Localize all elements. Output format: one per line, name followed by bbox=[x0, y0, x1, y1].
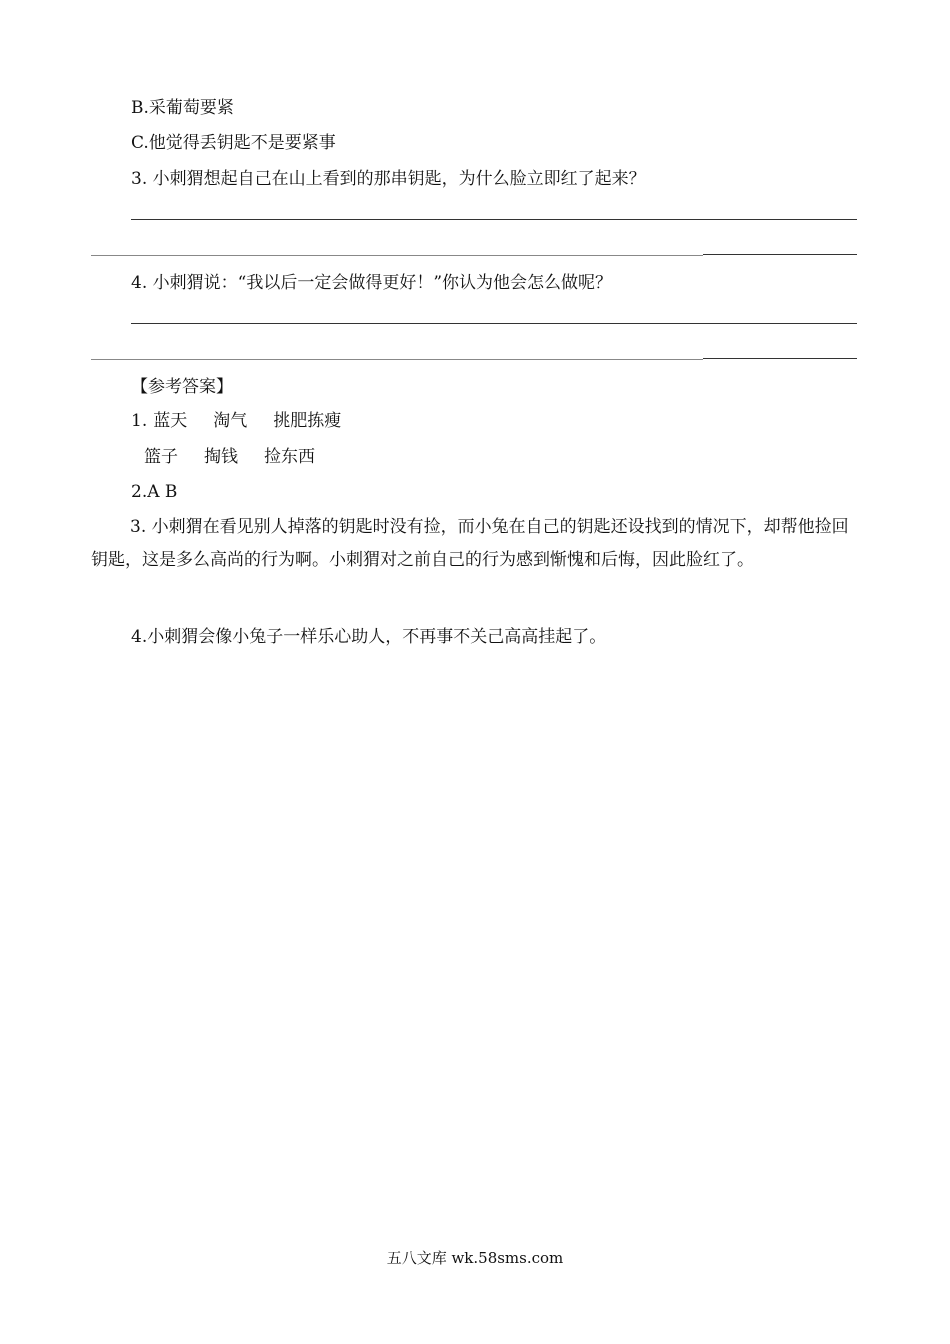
word: 掏钱 bbox=[204, 447, 238, 467]
answer-line bbox=[91, 359, 703, 360]
answer-line bbox=[703, 358, 857, 359]
footer-watermark: 五八文库 wk.58sms.com bbox=[386, 1249, 564, 1267]
answer-heading: 【参考答案】 bbox=[131, 377, 233, 397]
answer-1-row-1 bbox=[131, 410, 367, 432]
answer-line bbox=[91, 255, 703, 256]
option-b: B.采葡萄要紧 bbox=[131, 98, 234, 118]
answer-2: 2.A B bbox=[131, 482, 178, 502]
answer-3: 3. 小刺猬在看见别人掉落的钥匙时没有捡，而小兔在自己的钥匙还设找到的情况下，却帮他捡回钥匙，这是多么高尚的行为啊。小刺猬对之前自己的行为感到惭愧和后悔，因此脸红了。 bbox=[91, 517, 849, 570]
question-4: 4. 小刺猬说：“我以后一定会做得更好！”你认为他会怎么做呢？ bbox=[131, 273, 613, 293]
answer-line bbox=[703, 254, 857, 255]
word: 捡东西 bbox=[264, 447, 315, 467]
word: 蓝天 bbox=[153, 411, 188, 431]
question-3: 3. 小刺猬想起自己在山上看到的那串钥匙，为什么脸立即红了起来？ bbox=[131, 169, 646, 189]
option-c: C.他觉得丢钥匙不是要紧事 bbox=[131, 133, 336, 153]
answer-4: 4.小刺猬会像小兔子一样乐心助人，不再事不关己高高挂起了。 bbox=[131, 627, 607, 647]
word: 挑肥拣瘦 bbox=[273, 411, 342, 431]
word: 篮子 bbox=[144, 447, 178, 467]
answer-1-row-2 bbox=[144, 446, 341, 468]
word: 淘气 bbox=[213, 411, 248, 431]
answer-line bbox=[131, 323, 857, 324]
answer-line bbox=[131, 219, 857, 220]
answer-1-prefix: 1. bbox=[131, 411, 148, 431]
